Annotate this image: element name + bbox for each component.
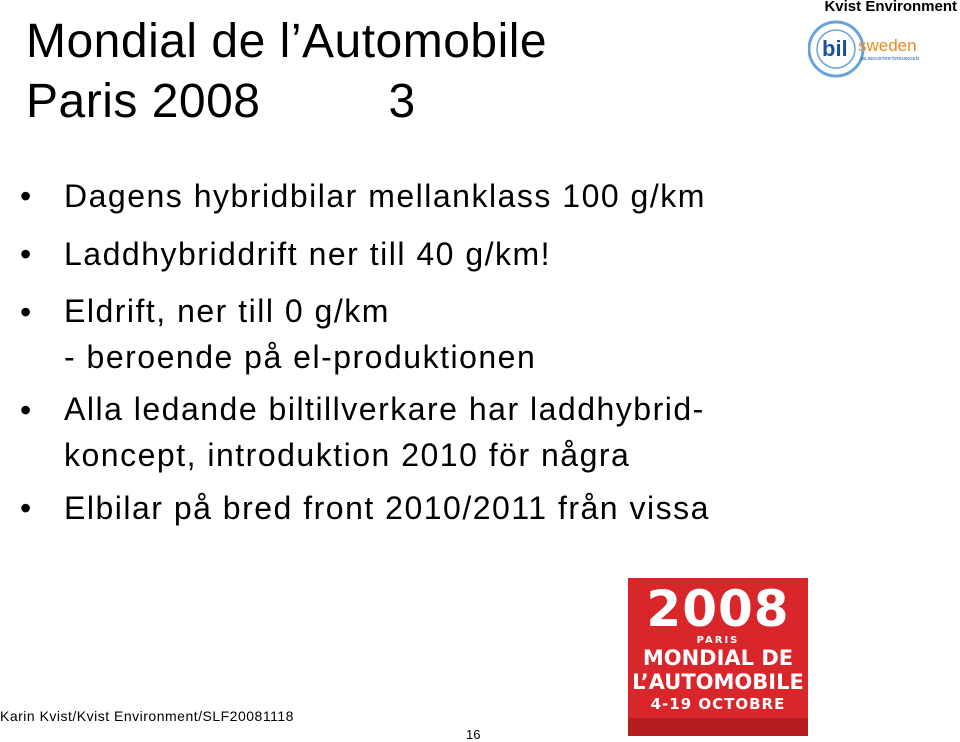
bil-sweden-logo — [808, 20, 928, 78]
title-line-2: Paris 2008 — [26, 75, 261, 128]
poster-year: 2008 — [646, 580, 790, 638]
page-number: 16 — [466, 727, 481, 742]
poster-line-1: MONDIAL DE — [642, 646, 794, 670]
title-number: 3 — [388, 75, 416, 128]
bullet-item — [20, 172, 920, 220]
bullet-line: • Alla ledande biltillverkare har laddhybrid- — [64, 391, 705, 427]
bullet-line: koncept, introduktion 2010 för några — [64, 437, 631, 473]
bullet-line: • Laddhybriddrift ner till 40 g/km! — [64, 236, 552, 272]
logo-main-text: bil — [822, 36, 848, 61]
bullet-item — [20, 230, 920, 278]
poster-reflection — [628, 718, 808, 736]
poster-city: PARIS — [696, 635, 740, 646]
bullet-line: • Eldrift, ner till 0 g/km — [64, 293, 390, 329]
footer-author: Karin Kvist/Kvist Environment/SLF20081118 — [0, 708, 294, 724]
mondial-2008-poster — [628, 578, 808, 736]
bullet-line: • Dagens hybridbilar mellanklass 100 g/km — [64, 178, 706, 214]
title-line-1: Mondial de l’Automobile — [26, 15, 548, 68]
poster-line-2: L’AUTOMOBILE — [632, 670, 804, 694]
company-name: Kvist Environment — [824, 0, 957, 15]
poster-dates: 4-19 OCTOBRE — [650, 695, 786, 713]
bullet-item — [20, 484, 920, 532]
logo-sub-text: BILINDUSTRIFÖRENINGEN — [861, 56, 920, 61]
bullet-item — [20, 386, 920, 478]
logo-sweden-text: sweden — [858, 36, 917, 55]
bullet-list — [20, 172, 920, 532]
bullet-item — [20, 288, 920, 380]
slide-title — [26, 12, 547, 132]
bullet-line: - beroende på el-produktionen — [64, 339, 537, 375]
bullet-line: • Elbilar på bred front 2010/2011 från vissa — [64, 490, 710, 526]
